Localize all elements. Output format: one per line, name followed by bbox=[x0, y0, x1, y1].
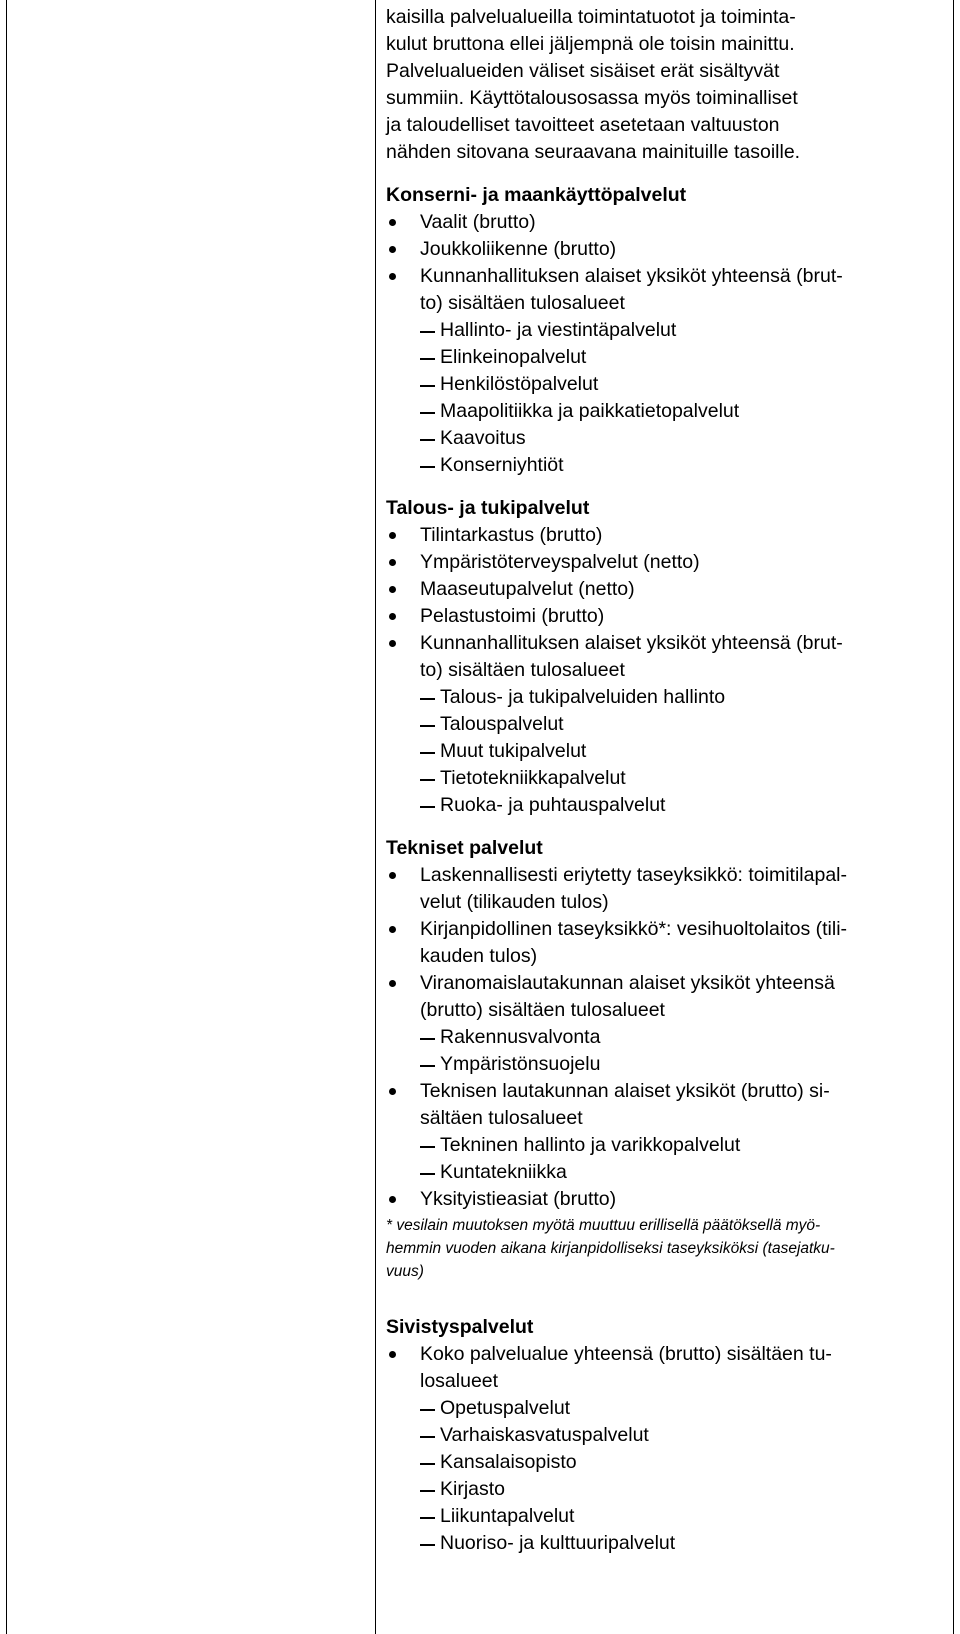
bullet-icon bbox=[389, 640, 396, 647]
sub-item bbox=[386, 711, 942, 738]
section-heading: Talous- ja tukipalvelut bbox=[386, 497, 590, 519]
sub-item-text: Kirjasto bbox=[440, 1478, 506, 1500]
dash-icon bbox=[420, 806, 435, 808]
intro-paragraph bbox=[386, 0, 942, 166]
sub-item-text: Talouspalvelut bbox=[440, 713, 564, 735]
sub-item bbox=[386, 684, 942, 711]
sub-item bbox=[386, 1024, 942, 1051]
bullet-item-text: Vaalit (brutto) bbox=[420, 211, 536, 233]
bullet-icon bbox=[389, 926, 396, 933]
bullet-item-text: Kunnanhallituksen alaiset yksiköt yhteensä (brut- bbox=[420, 265, 843, 287]
section-heading: Konserni- ja maankäyttöpalvelut bbox=[386, 184, 687, 206]
sub-item bbox=[386, 1051, 942, 1078]
sub-item bbox=[386, 765, 942, 792]
bullet-item-text: Maaseutupalvelut (netto) bbox=[420, 578, 635, 600]
dash-icon bbox=[420, 439, 435, 441]
sub-item-text: Nuoriso- ja kulttuuripalvelut bbox=[440, 1532, 676, 1554]
sub-item-text: Kuntatekniikka bbox=[440, 1161, 567, 1183]
bullet-icon bbox=[389, 1351, 396, 1358]
sub-item bbox=[386, 452, 942, 479]
sub-item-text: Tekninen hallinto ja varikkopalvelut bbox=[440, 1134, 741, 1156]
bullet-icon bbox=[389, 273, 396, 280]
sub-item bbox=[386, 1449, 942, 1476]
section bbox=[386, 182, 942, 479]
bullet-item-text: to) sisältäen tulosalueet bbox=[420, 292, 625, 314]
dash-icon bbox=[420, 1463, 435, 1465]
bullet-icon bbox=[389, 1196, 396, 1203]
intro-line: Palvelualueiden väliset sisäiset erät sisältyvät bbox=[386, 60, 780, 82]
bullet-icon bbox=[389, 586, 396, 593]
sub-item-text: Muut tukipalvelut bbox=[440, 740, 587, 762]
intro-line: kaisilla palvelualueilla toimintatuotot ja toiminta- bbox=[386, 6, 796, 28]
bullet-icon bbox=[389, 246, 396, 253]
intro-line: kulut bruttona ellei jäljempnä ole toisin mainittu. bbox=[386, 33, 795, 55]
bullet-item bbox=[386, 522, 942, 549]
table-border-right bbox=[953, 0, 954, 1634]
bullet-item bbox=[386, 549, 942, 576]
section bbox=[386, 1314, 942, 1557]
dash-icon bbox=[420, 412, 435, 414]
sub-item-text: Rakennusvalvonta bbox=[440, 1026, 601, 1048]
bullet-item-text: Teknisen lautakunnan alaiset yksiköt (brutto) si- bbox=[420, 1080, 830, 1102]
bullet-icon bbox=[389, 532, 396, 539]
bullet-item-text: (brutto) sisältäen tulosalueet bbox=[420, 999, 665, 1021]
bullet-item bbox=[386, 236, 942, 263]
bullet-item bbox=[386, 916, 942, 970]
bullet-item bbox=[386, 862, 942, 916]
document-body bbox=[386, 0, 942, 1557]
sub-item-text: Konserniyhtiöt bbox=[440, 454, 564, 476]
column-divider bbox=[375, 0, 376, 1634]
sub-item bbox=[386, 425, 942, 452]
bullet-icon bbox=[389, 559, 396, 566]
sub-item bbox=[386, 1395, 942, 1422]
bullet-item bbox=[386, 1341, 942, 1395]
dash-icon bbox=[420, 1038, 435, 1040]
section-heading: Tekniset palvelut bbox=[386, 837, 543, 859]
footnote-line: hemmin vuoden aikana kirjanpidolliseksi taseyksiköksi (tasejatku- bbox=[386, 1240, 835, 1257]
sub-item-text: Liikuntapalvelut bbox=[440, 1505, 575, 1527]
bullet-item-text: Joukkoliikenne (brutto) bbox=[420, 238, 617, 260]
dash-icon bbox=[420, 1173, 435, 1175]
bullet-item bbox=[386, 1186, 942, 1213]
sections-container bbox=[386, 182, 942, 1557]
bullet-item bbox=[386, 576, 942, 603]
dash-icon bbox=[420, 385, 435, 387]
sub-item bbox=[386, 1530, 942, 1557]
dash-icon bbox=[420, 1544, 435, 1546]
bullet-item-text: Yksityistieasiat (brutto) bbox=[420, 1188, 617, 1210]
footnote-line: * vesilain muutoksen myötä muuttuu erillisellä päätöksellä myö- bbox=[386, 1217, 821, 1234]
section-heading: Sivistyspalvelut bbox=[386, 1316, 534, 1338]
bullet-item-text: Laskennallisesti eriytetty taseyksikkö: toimitilapal- bbox=[420, 864, 848, 886]
bullet-item-text: to) sisältäen tulosalueet bbox=[420, 659, 625, 681]
sub-item-text: Opetuspalvelut bbox=[440, 1397, 571, 1419]
intro-line: nähden sitovana seuraavana mainituille tasoille. bbox=[386, 141, 801, 163]
sub-item bbox=[386, 1422, 942, 1449]
dash-icon bbox=[420, 358, 435, 360]
bullet-item bbox=[386, 970, 942, 1024]
bullet-icon bbox=[389, 613, 396, 620]
sub-item bbox=[386, 1159, 942, 1186]
sub-item-text: Maapolitiikka ja paikkatietopalvelut bbox=[440, 400, 740, 422]
sub-item-text: Talous- ja tukipalveluiden hallinto bbox=[440, 686, 726, 708]
bullet-item-text: Kirjanpidollinen taseyksikkö*: vesihuoltolaitos (tili- bbox=[420, 918, 848, 940]
bullet-item-text: Ympäristöterveyspalvelut (netto) bbox=[420, 551, 700, 573]
table-border-left bbox=[6, 0, 7, 1634]
sub-item bbox=[386, 1503, 942, 1530]
section bbox=[386, 835, 942, 1283]
intro-line: summiin. Käyttötalousosassa myös toiminalliset bbox=[386, 87, 798, 109]
sub-item bbox=[386, 1132, 942, 1159]
bullet-item-text: Pelastustoimi (brutto) bbox=[420, 605, 605, 627]
bullet-item bbox=[386, 263, 942, 317]
sub-item bbox=[386, 398, 942, 425]
bullet-icon bbox=[389, 1088, 396, 1095]
sub-item-text: Tietotekniikkapalvelut bbox=[440, 767, 626, 789]
bullet-icon bbox=[389, 219, 396, 226]
bullet-item-text: losalueet bbox=[420, 1370, 499, 1392]
bullet-item bbox=[386, 209, 942, 236]
dash-icon bbox=[420, 1490, 435, 1492]
sub-item bbox=[386, 344, 942, 371]
sub-item bbox=[386, 738, 942, 765]
dash-icon bbox=[420, 1409, 435, 1411]
sub-item-text: Kaavoitus bbox=[440, 427, 526, 449]
footnote-line: vuus) bbox=[386, 1263, 424, 1280]
sub-item-text: Henkilöstöpalvelut bbox=[440, 373, 599, 395]
dash-icon bbox=[420, 1436, 435, 1438]
bullet-item-text: Kunnanhallituksen alaiset yksiköt yhteensä (brut- bbox=[420, 632, 843, 654]
dash-icon bbox=[420, 466, 435, 468]
bullet-item-text: Viranomaislautakunnan alaiset yksiköt yhteensä bbox=[420, 972, 835, 994]
sub-item bbox=[386, 371, 942, 398]
sub-item-text: Varhaiskasvatuspalvelut bbox=[440, 1424, 649, 1446]
sub-item-text: Ruoka- ja puhtauspalvelut bbox=[440, 794, 666, 816]
dash-icon bbox=[420, 698, 435, 700]
dash-icon bbox=[420, 1065, 435, 1067]
dash-icon bbox=[420, 725, 435, 727]
bullet-item-text: sältäen tulosalueet bbox=[420, 1107, 583, 1129]
dash-icon bbox=[420, 331, 435, 333]
bullet-item-text: Tilintarkastus (brutto) bbox=[420, 524, 603, 546]
dash-icon bbox=[420, 1146, 435, 1148]
sub-item-text: Hallinto- ja viestintäpalvelut bbox=[440, 319, 677, 341]
bullet-item bbox=[386, 1078, 942, 1132]
dash-icon bbox=[420, 1517, 435, 1519]
dash-icon bbox=[420, 752, 435, 754]
sub-item bbox=[386, 792, 942, 819]
bullet-item bbox=[386, 603, 942, 630]
bullet-item-text: kauden tulos) bbox=[420, 945, 538, 967]
intro-line: ja taloudelliset tavoitteet asetetaan valtuuston bbox=[386, 114, 780, 136]
sub-item-text: Elinkeinopalvelut bbox=[440, 346, 587, 368]
dash-icon bbox=[420, 779, 435, 781]
bullet-item-text: velut (tilikauden tulos) bbox=[420, 891, 609, 913]
bullet-item-text: Koko palvelualue yhteensä (brutto) sisältäen tu- bbox=[420, 1343, 832, 1365]
bullet-icon bbox=[389, 980, 396, 987]
sub-item bbox=[386, 1476, 942, 1503]
sub-item-text: Ympäristönsuojelu bbox=[440, 1053, 601, 1075]
footnote bbox=[386, 1214, 942, 1283]
bullet-icon bbox=[389, 872, 396, 879]
bullet-item bbox=[386, 630, 942, 684]
sub-item bbox=[386, 317, 942, 344]
sub-item-text: Kansalaisopisto bbox=[440, 1451, 577, 1473]
section bbox=[386, 495, 942, 819]
